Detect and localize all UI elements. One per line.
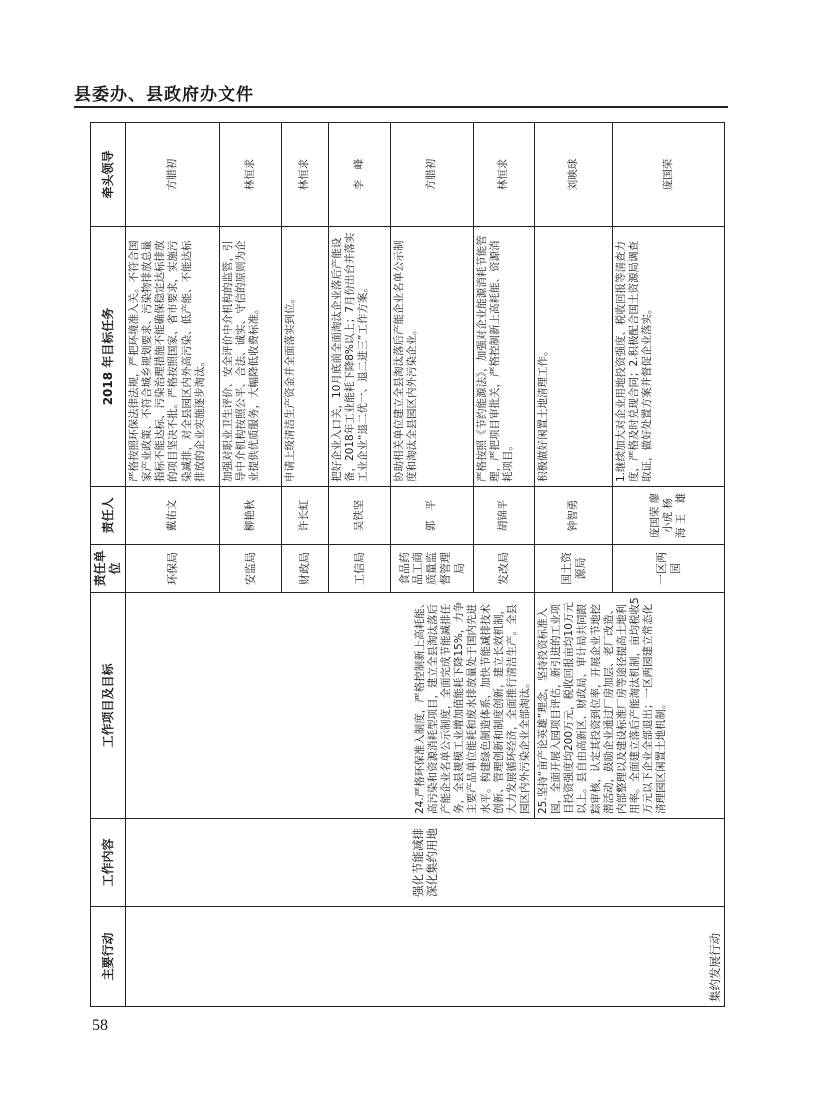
project-25-cell: 25.坚持“亩产论英雄”理念，坚持投资标准入园，全面开展入园项目评估，新引进的工业项目投资强度均200万元，税收回报亩均10万元以上。县自由高新区、财政局、审计局共同跟踪审核，认定其投资到位率，开展企业节地挖潜活动，鼓励企业通过厂房加层、老厂改造、内部整理以及建设标准厂房等途径提高土地利用率。全面建立落后产能淘汰机制，亩均税收5万元以下企业全部退出；一区两园建立常态化清理园区闲置土地机制。 [535, 593, 725, 819]
leader-cell: 庞国荣 [613, 123, 725, 227]
leader-cell: 方腊初 [126, 123, 220, 227]
task-cell: 严格按照《节约能源法》，加强对企业能源消耗节能管理，严把项目审批关，严格控制新上高耗能、资源消耗项目。 [474, 227, 535, 487]
task-table [90, 122, 725, 1007]
header-divider [74, 106, 728, 108]
unit-cell: 发改局 [474, 545, 535, 593]
unit-cell: 一区两园 [613, 545, 725, 593]
task-cell: 申请上级清洁生产资金并全面落实到位。 [282, 227, 329, 487]
col-header-main-action: 主要行动 [91, 907, 126, 1007]
col-header-unit: 责任单位 [91, 545, 126, 593]
col-header-task: 2018 年目标任务 [91, 227, 126, 487]
task-cell: 1.继续加大对企业用地投资强度、税收回报等清查力度，严格及时兑现合同；2.积极配合国土资源局调查取证，做好处置方案并督促企业落实。 [613, 227, 725, 487]
leader-cell: 刘映球 [535, 123, 613, 227]
leader-cell: 林恒求 [474, 123, 535, 227]
unit-cell: 安监局 [220, 545, 282, 593]
leader-cell: 李 峰 [329, 123, 391, 227]
task-cell: 协助相关单位建立全县淘汰落后产能企业名单公示制度和淘汰全县园区内外污染企业。 [391, 227, 474, 487]
person-cell: 许长虹 [282, 487, 329, 545]
person-cell: 庞国荣 廖小虎 杨 海 王 雄 [613, 487, 725, 545]
person-cell: 胡锦平 [474, 487, 535, 545]
person-cell: 钟智勇 [535, 487, 613, 545]
unit-cell: 财政局 [282, 545, 329, 593]
unit-cell: 食品药品工商质量监督管理局 [391, 545, 474, 593]
task-cell: 加强对职业卫生评价、安全评价中介机构的监管，引导中介机构按照公平、合法、诚实、守信的原则为企业提供优质服务，大幅降低收费标准。 [220, 227, 282, 487]
leader-cell: 方腊初 [391, 123, 474, 227]
col-header-person: 责任人 [91, 487, 126, 545]
leader-cell: 林恒求 [220, 123, 282, 227]
page-number: 58 [92, 1017, 108, 1034]
task-cell: 把好企业入口关，10月底前全面淘汰企业落后产能设备，2018年工业能耗下降8%以上；7月份出台并落实工业企业“退二优一、退二进三”工作方案。 [329, 227, 391, 487]
col-header-work-content: 工作内容 [91, 819, 126, 907]
col-header-project: 工作项目及目标 [91, 593, 126, 819]
work-content-cell: 强化节能减排深化集约用地 [126, 819, 725, 907]
project-24-cell: 24.严格环保准入制度，严格控制新上高耗能、高污染和资源消耗型项目，建立全县淘汰落后产能企业名单公示制度，全面完成节能减排任务，全县规模工业增加值能耗下降15%，力争主要产品单位能耗和废水排放量处于国内先进水平。构建绿色制造体系，加快节能减排技术创新、管理创新和制度创新，建立长效机制，大力发展循环经济，全面推行清洁生产。全县园区内外污染企业全部淘汰。 [126, 593, 535, 819]
document-header-title: 县委办、县政府办文件 [74, 85, 254, 105]
person-cell: 郭 平 [391, 487, 474, 545]
col-header-leader: 牵头领导 [91, 123, 126, 227]
task-cell: 积极做好闲置土地清理工作。 [535, 227, 613, 487]
task-cell: 严格按照环保法律法规，严把环境准入关。不符合国家产业政策、不符合城乡规划要求、污染物排放总量指标不能达标、污染治理措施不能确保稳定达标排放的项目坚决不批。严格按照国家、省市要求，实施污染减排，对全县园区内外高污染、低产能、不能达标排放的企业实施逐步淘汰。 [126, 227, 220, 487]
unit-cell: 国土资源局 [535, 545, 613, 593]
main-action-cell: 集约发展行动 [126, 907, 725, 1007]
task-table-wrapper [90, 123, 725, 1007]
person-cell: 柳艳秋 [220, 487, 282, 545]
leader-cell: 林恒求 [282, 123, 329, 227]
unit-cell: 环保局 [126, 545, 220, 593]
person-cell: 戴佑文 [126, 487, 220, 545]
person-cell: 吴铁坚 [329, 487, 391, 545]
unit-cell: 工信局 [329, 545, 391, 593]
